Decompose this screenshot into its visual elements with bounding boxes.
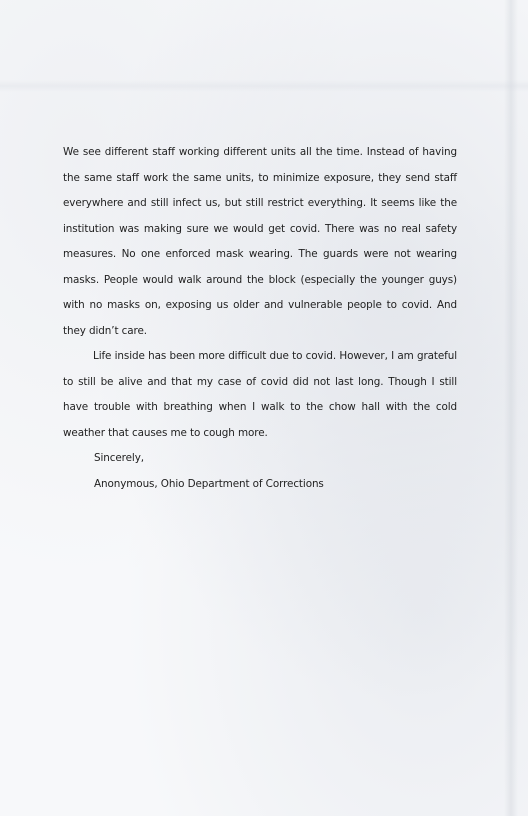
paragraph-life-inside: Life inside has been more difficult due to covid. However, I am grateful to still be alive and that my case of covid did not last long. Though I still have trouble with breathing when I walk to the chow hall with the cold weather that causes me to cough more. (63, 350, 457, 439)
closing-salutation: Sincerely, (94, 452, 144, 464)
paragraph-staff-rotation: We see different staff working different units all the time. Instead of having the same staff work the same units, to minimize exposure, they send staff everywhere and still infect us, but still restrict everything. It seems like the institution was making sure we would get covid. There was no real safety measures. No one enforced mask wearing. The guards were not wearing masks. People would walk around the block (especially the younger guys) with no masks on, exposing us older and vulnerable people to covid. And they didn’t care. (63, 146, 457, 337)
scan-shadow-right (504, 0, 518, 816)
scan-shadow-top (0, 80, 528, 92)
signature-line: Anonymous, Ohio Department of Corrections (94, 477, 324, 490)
letter-body (63, 140, 457, 497)
